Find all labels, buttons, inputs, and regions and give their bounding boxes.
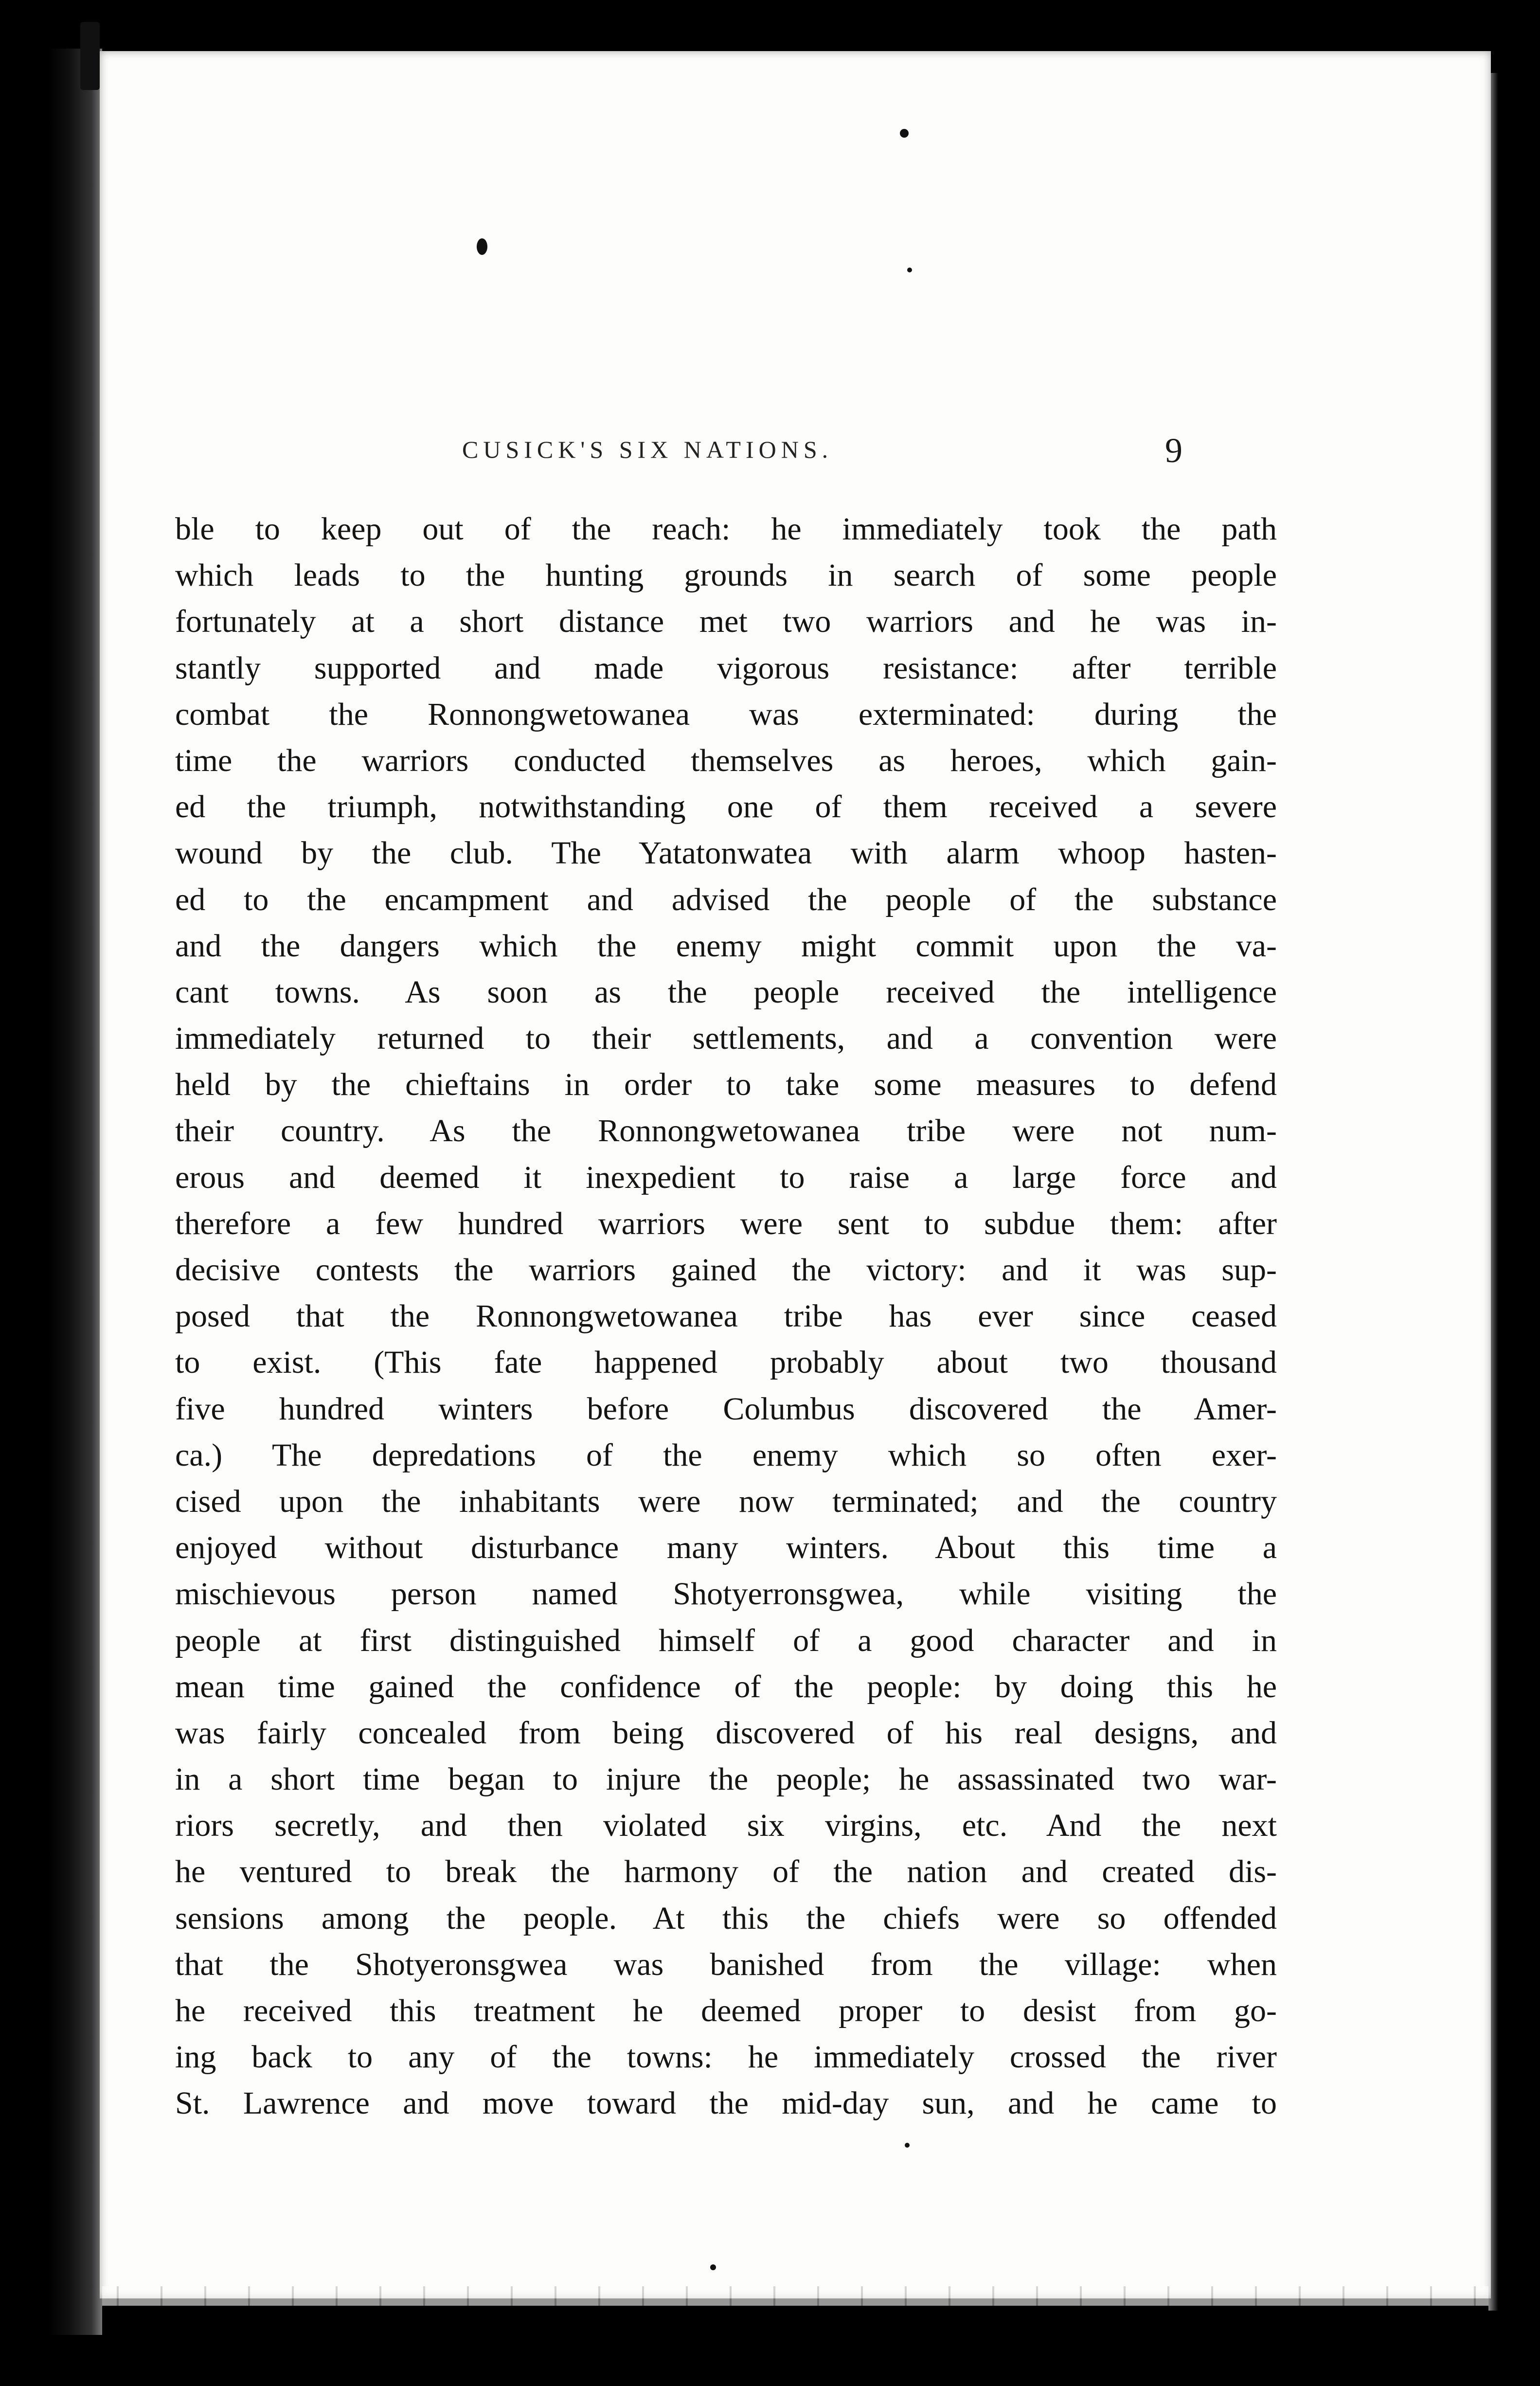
text-line: erous and deemed it inexpedient to raise a large force and [175, 1159, 1277, 1195]
page-number: 9 [1165, 431, 1182, 470]
book-page [100, 51, 1491, 2298]
scan-speck [907, 268, 912, 272]
text-line: St. Lawrence and move toward the mid-day sun, and he came to [175, 2085, 1277, 2121]
text-line: therefore a few hundred warriors were sent to subdue them: after [175, 1205, 1277, 1241]
text-line: ca.) The depredations of the enemy which so often exer- [175, 1437, 1277, 1473]
text-line: ed the triumph, notwithstanding one of them received a severe [175, 789, 1277, 825]
text-line: and the dangers which the enemy might commit upon the va- [175, 928, 1277, 964]
text-line: mean time gained the confidence of the people: by doing this he [175, 1668, 1277, 1704]
text-line: which leads to the hunting grounds in search of some people [175, 557, 1277, 593]
text-line: ble to keep out of the reach: he immediately took the path [175, 511, 1277, 547]
text-line: fortunately at a short distance met two warriors and he was in- [175, 604, 1277, 640]
text-line: cant towns. As soon as the people received the intelligence [175, 974, 1277, 1010]
text-line: he ventured to break the harmony of the nation and created dis- [175, 1854, 1277, 1890]
text-line: posed that the Ronnongwetowanea tribe has ever since ceased [175, 1298, 1277, 1334]
text-line: immediately returned to their settlements, and a convention were [175, 1021, 1277, 1057]
text-line: wound by the club. The Yatatonwatea with alarm whoop hasten- [175, 835, 1277, 871]
scan-speck [477, 238, 487, 255]
text-line: decisive contests the warriors gained the victory: and it was sup- [175, 1252, 1277, 1288]
text-line: that the Shotyeronsgwea was banished from the village: when [175, 1946, 1277, 1982]
body-text [175, 506, 1277, 2127]
text-line: cised upon the inhabitants were now terminated; and the country [175, 1483, 1277, 1519]
text-line: riors secretly, and then violated six virgins, etc. And the next [175, 1808, 1277, 1844]
scan-left-edge-shadow [49, 49, 102, 2335]
scan-speck [905, 2143, 910, 2148]
running-title: CUSICK'S SIX NATIONS. [462, 436, 833, 463]
scan-bottom-noise [102, 2286, 1488, 2306]
scan-speck [80, 22, 100, 90]
text-line: people at first distinguished himself of a good character and in [175, 1622, 1277, 1658]
text-line: he received this treatment he deemed proper to desist from go- [175, 1993, 1277, 2028]
text-line: mischievous person named Shotyerronsgwea, while visiting the [175, 1576, 1277, 1612]
scan-speck [710, 2264, 716, 2270]
text-line: to exist. (This fate happened probably about two thousand [175, 1345, 1277, 1381]
text-line: ed to the encampment and advised the people of the substance [175, 881, 1277, 917]
text-line: combat the Ronnongwetowanea was exterminated: during the [175, 696, 1277, 732]
scan-speck [900, 129, 909, 138]
text-line: their country. As the Ronnongwetowanea tribe were not num- [175, 1113, 1277, 1149]
text-line: time the warriors conducted themselves as heroes, which gain- [175, 742, 1277, 778]
text-line: ing back to any of the towns: he immediately crossed the river [175, 2039, 1277, 2075]
text-line: enjoyed without disturbance many winters. About this time a [175, 1530, 1277, 1566]
page-header [100, 431, 1491, 474]
text-line: was fairly concealed from being discovered of his real designs, and [175, 1715, 1277, 1751]
text-line: in a short time began to injure the people; he assassinated two war- [175, 1761, 1277, 1797]
text-line: sensions among the people. At this the chiefs were so offended [175, 1900, 1277, 1936]
text-line: five hundred winters before Columbus discovered the Amer- [175, 1391, 1277, 1427]
text-line: held by the chieftains in order to take some measures to defend [175, 1067, 1277, 1103]
text-line: stantly supported and made vigorous resistance: after terrible [175, 650, 1277, 686]
